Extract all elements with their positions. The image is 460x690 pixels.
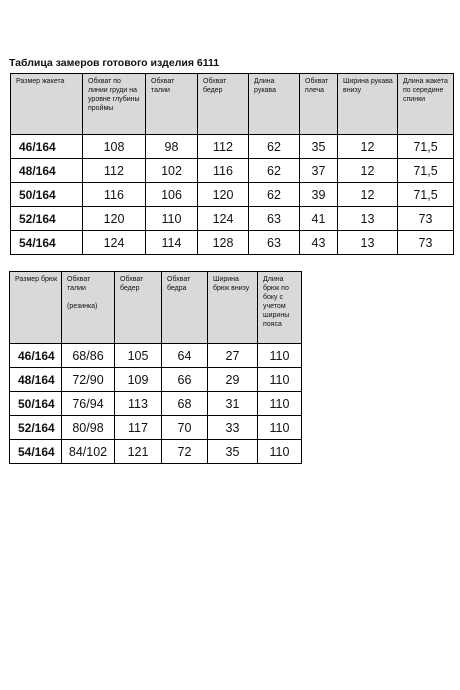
column-header-sleeve-width: Ширина рукава внизу <box>338 74 398 135</box>
table-cell: 71,5 <box>398 159 454 183</box>
table-cell: 120 <box>83 207 146 231</box>
table-cell: 71,5 <box>398 135 454 159</box>
table-cell: 128 <box>198 231 249 255</box>
table-cell: 64 <box>162 344 208 368</box>
table-cell: 68/86 <box>62 344 115 368</box>
table-cell: 110 <box>258 344 302 368</box>
column-header-chest: Обхват по линии груди на уровне глубины проймы <box>83 74 146 135</box>
table-cell: 71,5 <box>398 183 454 207</box>
table-cell: 72/90 <box>62 368 115 392</box>
table-cell: 66 <box>162 368 208 392</box>
table-cell: 109 <box>115 368 162 392</box>
column-header-hips: Обхват бедер <box>198 74 249 135</box>
size-cell: 52/164 <box>10 416 62 440</box>
table-cell: 70 <box>162 416 208 440</box>
column-header-bottom-width: Ширина брюк внизу <box>208 272 258 344</box>
table-cell: 63 <box>249 207 300 231</box>
table-cell: 120 <box>198 183 249 207</box>
table-row <box>10 368 302 392</box>
jacket-measurements-table <box>10 73 454 255</box>
table-cell: 13 <box>338 207 398 231</box>
size-cell: 48/164 <box>10 368 62 392</box>
page-title: Таблица замеров готового изделия 6111 <box>9 57 220 69</box>
table-cell: 106 <box>146 183 198 207</box>
table-cell: 62 <box>249 135 300 159</box>
table-cell: 117 <box>115 416 162 440</box>
column-header-jacket-length: Длина жакета по середине спинки <box>398 74 454 135</box>
column-header-thigh: Обхват бедра <box>162 272 208 344</box>
table-cell: 84/102 <box>62 440 115 464</box>
column-header-shoulder: Обхват плеча <box>300 74 338 135</box>
size-cell: 54/164 <box>10 440 62 464</box>
table-cell: 102 <box>146 159 198 183</box>
table-row <box>10 416 302 440</box>
table-row <box>10 344 302 368</box>
column-header-size: Размер жакета <box>11 74 83 135</box>
table-cell: 116 <box>198 159 249 183</box>
size-cell: 50/164 <box>11 183 83 207</box>
table-cell: 73 <box>398 207 454 231</box>
column-header-sleeve-length: Длина рукава <box>249 74 300 135</box>
table-cell: 110 <box>146 207 198 231</box>
size-cell: 50/164 <box>10 392 62 416</box>
column-header-waist: Обхват талии <box>146 74 198 135</box>
table-cell: 116 <box>83 183 146 207</box>
table-cell: 33 <box>208 416 258 440</box>
table-cell: 114 <box>146 231 198 255</box>
table-row <box>11 231 454 255</box>
table-cell: 62 <box>249 183 300 207</box>
table-cell: 39 <box>300 183 338 207</box>
column-header-length: Длина брюк по боку с учетом ширины пояса <box>258 272 302 344</box>
table-cell: 12 <box>338 159 398 183</box>
table-cell: 76/94 <box>62 392 115 416</box>
table-cell: 12 <box>338 135 398 159</box>
header-label: Обхват талии <box>67 276 91 292</box>
table-cell: 63 <box>249 231 300 255</box>
header-note: (резинка) <box>67 303 98 310</box>
table-cell: 27 <box>208 344 258 368</box>
table-cell: 41 <box>300 207 338 231</box>
pants-measurements-table <box>9 271 302 464</box>
table-row <box>11 135 454 159</box>
size-cell: 46/164 <box>11 135 83 159</box>
table-cell: 108 <box>83 135 146 159</box>
table-cell: 43 <box>300 231 338 255</box>
table-cell: 62 <box>249 159 300 183</box>
table-cell: 29 <box>208 368 258 392</box>
table-cell: 80/98 <box>62 416 115 440</box>
table-row <box>11 207 454 231</box>
table-cell: 110 <box>258 392 302 416</box>
table-cell: 72 <box>162 440 208 464</box>
table-cell: 73 <box>398 231 454 255</box>
table-cell: 124 <box>198 207 249 231</box>
table-cell: 112 <box>83 159 146 183</box>
table-cell: 110 <box>258 368 302 392</box>
size-cell: 52/164 <box>11 207 83 231</box>
table-cell: 112 <box>198 135 249 159</box>
table-cell: 113 <box>115 392 162 416</box>
table-row <box>10 440 302 464</box>
table-row <box>11 183 454 207</box>
table-cell: 13 <box>338 231 398 255</box>
table-cell: 110 <box>258 440 302 464</box>
table-cell: 35 <box>300 135 338 159</box>
table-row <box>10 392 302 416</box>
table-cell: 121 <box>115 440 162 464</box>
column-header-waist <box>62 272 115 344</box>
table-cell: 12 <box>338 183 398 207</box>
table-cell: 35 <box>208 440 258 464</box>
column-header-hips: Обхват бедер <box>115 272 162 344</box>
table-cell: 98 <box>146 135 198 159</box>
table-cell: 105 <box>115 344 162 368</box>
table-row <box>11 159 454 183</box>
size-cell: 46/164 <box>10 344 62 368</box>
size-cell: 48/164 <box>11 159 83 183</box>
table-cell: 31 <box>208 392 258 416</box>
table-cell: 68 <box>162 392 208 416</box>
table-header-row <box>10 272 302 344</box>
size-cell: 54/164 <box>11 231 83 255</box>
table-cell: 124 <box>83 231 146 255</box>
column-header-size: Размер брюк <box>10 272 62 344</box>
table-cell: 110 <box>258 416 302 440</box>
table-cell: 37 <box>300 159 338 183</box>
table-header-row <box>11 74 454 135</box>
